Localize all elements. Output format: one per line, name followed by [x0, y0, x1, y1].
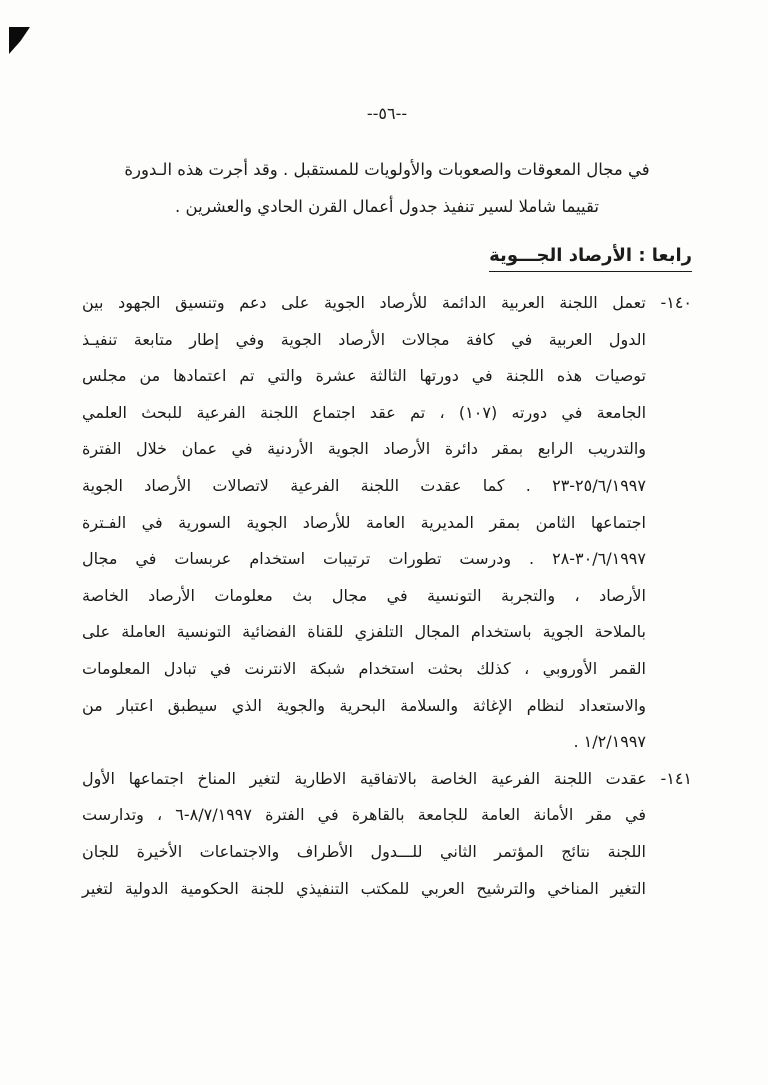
- text-line: ١٤٠- تعمل اللجنة العربية الدائمة للأرصاد الجوية على دعم وتنسيق الجهود بين: [82, 293, 692, 312]
- text-line: اللجنة نتائج المؤتمر الثاني للـــدول الأطراف والاجتماعات الأخيرة للجان: [82, 841, 646, 861]
- list-item-140: [82, 285, 692, 761]
- section-heading-text: رابعا : الأرصاد الجـــوية: [489, 245, 692, 272]
- text-line: التغير المناخي والترشيح العربي للمكتب التنفيذي للجنة الحكومية الدولية لتغير: [82, 878, 646, 898]
- text-line: الدول العربية في كافة مجالات الأرصاد الجوية وفي إطار متابعة تنفيـذ: [82, 329, 646, 349]
- text-line: بالملاحة الجوية باستخدام المجال التلفزي للقناة الفضائية التونسية العاملة على: [82, 622, 646, 642]
- document-content: [82, 104, 692, 907]
- text-line: اجتماعها الثامن بمقر المديرية العامة للأرصاد الجوية السورية في الفـترة: [82, 512, 646, 532]
- text-line: ‭٢٣-٢٥/٦/١٩٩٧‬ . كما عقدت اللجنة الفرعية لاتصالات الأرصاد الجوية: [82, 475, 646, 495]
- scan-artifact-mark: [9, 27, 30, 54]
- intro-paragraph: [82, 151, 692, 225]
- section-heading: [82, 241, 692, 271]
- text-line: في مقر الأمانة العامة للجامعة بالقاهرة في الفترة ‭٦-٨/٧/١٩٩٧‬ ، وتدارست: [82, 805, 646, 825]
- list-item-141: [82, 761, 692, 907]
- text-line: والاستعداد لنظام الإغاثة والسلامة البحرية والجوية الذي سيطبق اعتبار من: [82, 695, 646, 715]
- text-line: في مجال المعوقات والصعوبات والأولويات للمستقبل . وقد أجرت هذه الـدورة: [124, 160, 650, 179]
- text-line: ١/٢/١٩٩٧ .: [573, 732, 646, 752]
- text-line: القمر الأوروبي ، كذلك بحثت استخدام شبكة الانترنت في تبادل المعلومات: [82, 658, 646, 678]
- text-line: توصيات هذه اللجنة في دورتها الثالثة عشرة والتي تم اعتمادها من مجلس: [82, 366, 646, 386]
- text-line: الأرصاد ، والتجربة التونسية في مجال بث معلومات الأرصاد الخاصة: [82, 585, 646, 605]
- page-number: --٥٦--: [366, 104, 408, 123]
- text-line: ١٤١- عقدت اللجنة الفرعية الخاصة بالاتفاقية الاطارية لتغير المناخ اجتماعها الأول: [82, 768, 692, 788]
- text-line: الجامعة في دورته (١٠٧) ، تم عقد اجتماع اللجنة الفرعية للبحث العلمي: [82, 402, 647, 422]
- text-line: ‭٢٨-٣٠/٦/١٩٩٧‬ . ودرست تطورات ترتيبات استخدام عربسات في مجال: [82, 549, 646, 569]
- text-line: تقييما شاملا لسير تنفيذ جدول أعمال القرن الحادي والعشرين .: [175, 197, 599, 216]
- text-line: والتدريب الرابع بمقر دائرة الأرصاد الجوية الأردنية في عمان خلال الفترة: [82, 439, 646, 459]
